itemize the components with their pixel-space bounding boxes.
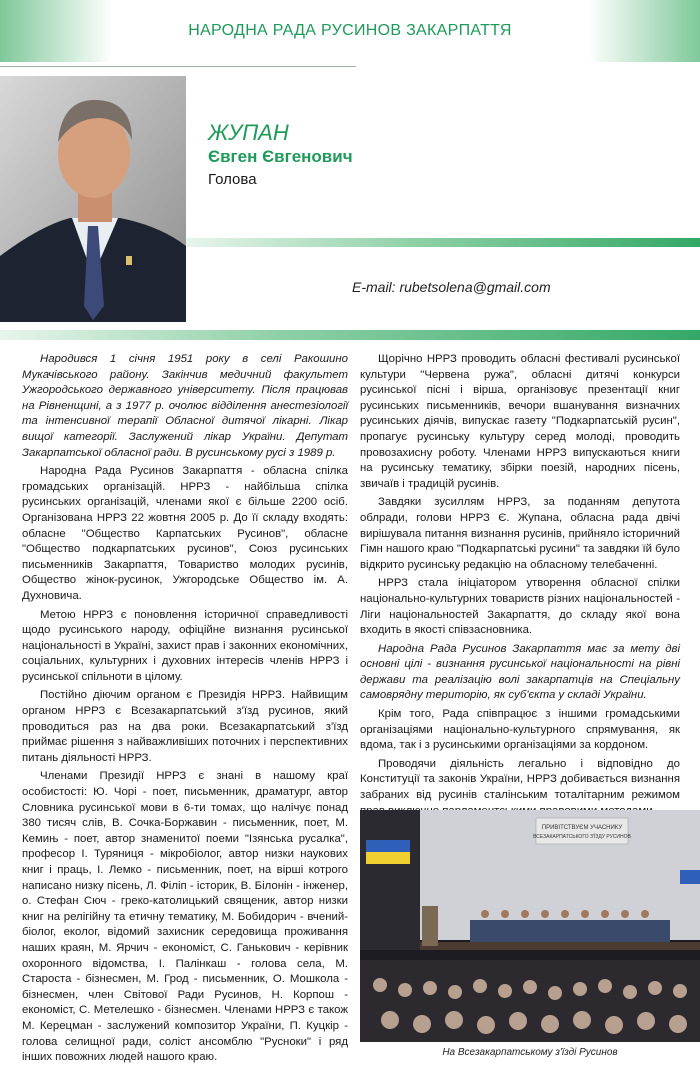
person-role: Голова xyxy=(208,171,257,188)
page-title: НАРОДНА РАДА РУСИНОВ ЗАКАРПАТТЯ xyxy=(188,22,512,39)
green-divider-lower xyxy=(0,330,700,340)
paragraph: Постійно діючим органом є Президія НРРЗ. Найвищим органом НРРЗ є Всезакарпатський з'їзд русинов, який проводиться раз на два роки. Всезакарпатський з'їзд приймає рішення з найважливіших поточних і перспективних питань діяльності НРРЗ. xyxy=(22,689,348,764)
org-name-lead: Народна Рада Русинов Закарпаття xyxy=(40,465,243,478)
paragraph xyxy=(22,464,348,604)
paragraph: Метою НРРЗ є поновлення історичної справедливості щодо русинського народу, офіційне визнання русинської національності в Україні, захист прав і законних економічних, соціальних, культурних і духовних інтересів членів НРРЗ і русинської спільноти в цілому. xyxy=(22,608,348,683)
photo-caption: На Всезакарпатському з'їзді Русинов xyxy=(442,1047,618,1058)
person-last-name: ЖУПАН xyxy=(208,120,289,145)
congress-photo xyxy=(360,810,700,1042)
paragraph: НРРЗ стала ініціатором утворення обласної спілки національно-культурних товариств різних національностей - Ліги національностей Закарпаття, до складу якої вона входить в якості співзасновника. xyxy=(360,577,680,637)
bio-intro: Народився 1 січня 1951 року в селі Ракошино Мукачівського району. Закінчив медичний факультет Ужгородського державного університету. Після працював на Рівненщині, а з 1977 р. очолює відділення анестезіології та інтенсивної терапії Обласної дитячої лікарні. Лікар вищої категорії. Заслужений лікар України. Депутат Закарпатської обласної ради. В русинському русі з 1989 р. xyxy=(22,353,348,459)
paragraph: Членами Президії НРРЗ є знані в нашому краї особистості: Ю. Чорі - поет, письменник, драматург, автор Словника русинської мови в 6-ти томах, що налічує понад 380 тисяч слів, В. Сочка-Боржавин - письменник, поет, М. Кемињ - поет, автор знаменитої поеми "Ізянська русалка", професор І. Туряниця - мікробіолог, автор низки наукових книг і праць, І. Лемко - письменник, поет, на вірші котрого написано низку пісень, Л. Філіп - історик, В. Білонін - інженер, о. Стефан Сюч - греко-католицький священик, автор низки книг на релігійну та етичну тематику, М. Бобидорич - вчений-біолог, еколог, відомий захисник середовища проживання наших краян, М. Ярчич - економіст, С. Ганькович - керівник охоронного відомства, І. Палінкаш - голова села, М. Староста - бізнесмен, М. Грод - письменник, О. Мошкола - бізнесмен, член Світової Ради Русинов, Н. Корпош - економіст, С. Метелешко - бізнесмен. Членами НРРЗ є також М. Керецман - заслужений композитор України, П. Куцкір - голова селищної ради, соліст ансомблю "Русноки" і ряд інших повожних людей нашого краю. xyxy=(22,770,348,1064)
header-divider xyxy=(0,66,356,67)
left-text-column xyxy=(22,352,348,1069)
photo-banner-line1: ПРИВІТСТВУЄМ УЧАСНИКУ xyxy=(541,825,623,831)
photo-banner-line2: ВСЕЗАКАРПАТСЬКОГО З'ЇЗДУ РУСИНОВ xyxy=(533,834,631,840)
green-divider-upper xyxy=(186,238,700,247)
person-full-name: Євген Євгенович xyxy=(208,147,353,166)
contact-email[interactable]: E-mail: rubetsolena@gmail.com xyxy=(352,279,551,295)
header-banner xyxy=(0,0,700,62)
paragraph: Проводячи діяльність легально і відповідно до Конституції та законів України, НРРЗ добивається визнання забраних від русинів сталінським тоталітарним режимом xyxy=(360,757,680,802)
portrait-photo xyxy=(0,76,186,322)
paragraph: Народна Рада Русинов Закарпаття має за мету дві основні цілі - визнання русинської національності на рівні держави та реалізацію волі закарпатців на Спеціальну самоврядну територію, як суб'єкта у складі України. xyxy=(360,642,680,702)
right-text-column xyxy=(360,352,680,822)
paragraph: Крім того, Рада співпрацює з іншими громадськими організаціями національно-культурного спрямування, як вдома, так і з русинськими організаціями за кордоном. xyxy=(360,708,680,752)
paragraph: Завдяки зусиллям НРРЗ, за поданням депутота облради, голови НРРЗ Є. Жупана, обласна рада двічі вирішувала питання визнання русинів, прийняло історичний Гімн нашого краю "Подкарпатські русини" та завдяки їй було відкрито русинську редакцію на обласному телебаченні. xyxy=(360,496,680,571)
paragraph: Щорічно НРРЗ проводить обласні фестивалі русинської культури "Червена ружа", обласні дитячі конкурси русинської пісні і вірша, організовує презентації книг русинських письменників, вечори вшанування визначних русинських діячів, випускає газету "Подкарпатській русин", пропагує русинську культуру серед молоді, проводить провозахисну роботу. Членами НРРЗ випускаються книги на русинську тематику, збірки поезій, народних пісень, звичаїв і традицій русинів. xyxy=(360,353,680,490)
paragraph-text: - обласна спілка громадських організацій. НРРЗ - найбільша спілка русинських організацій, членами якої є більше 2200 осіб. Організована НРРЗ 22 жовтня 2005 р. До її складу входять: обласне "Общество Карпатських Русинов", обласне "Общество подкарпатських русинов", Союз русинських письменників Закарпаття, Товариство молодих русинів, Общество жінок-русинок, Ужгородське Общество ім. А. Духновича. xyxy=(22,465,349,602)
